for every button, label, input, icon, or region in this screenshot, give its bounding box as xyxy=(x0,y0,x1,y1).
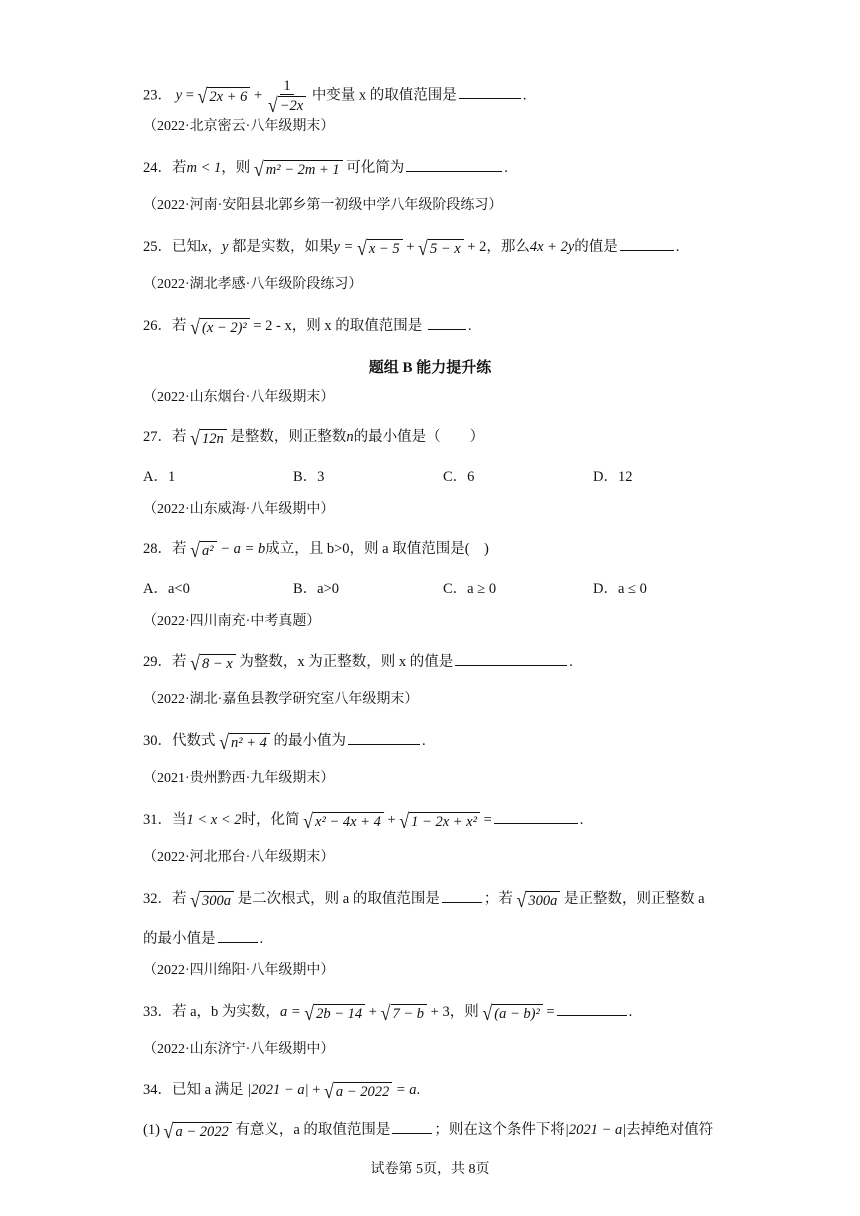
source-28: （2022·山东威海·八年级期中） xyxy=(143,502,335,517)
radical: √ 2x + 6 xyxy=(198,87,251,105)
answer-blank[interactable] xyxy=(494,809,578,824)
radical: √ a − 2022 xyxy=(164,1122,232,1140)
option-d[interactable]: D．a ≤ 0 xyxy=(593,581,647,597)
answer-blank[interactable] xyxy=(218,928,258,943)
radical: √ m² − 2m + 1 xyxy=(254,160,343,178)
question-29: 29．若 √ 8 − x 为整数，x 为正整数，则 x 的值是 . xyxy=(143,651,573,675)
page-footer: 试卷第 5页，共 8页 xyxy=(370,1162,490,1177)
source-27: （2022·山东烟台·八年级期末） xyxy=(143,390,335,405)
radical: √ 300a xyxy=(516,891,560,909)
source-23: （2022·北京密云·八年级期末） xyxy=(143,119,335,134)
radical: √ a² xyxy=(190,541,217,559)
radical: √ 7 − b xyxy=(381,1004,427,1022)
question-27: 27．若 √ 12n 是整数，则正整数n的最小值是（ ） xyxy=(143,426,485,450)
radical: √ n² + 4 xyxy=(219,733,270,751)
question-33: 33．若 a，b 为实数，a = √ 2b − 14 + √ 7 − b + 3，则 √ (a − b)² = . xyxy=(143,1001,633,1025)
question-34: 34．已知 a 满足 |2021 − a| + √ a − 2022 = a. xyxy=(143,1079,421,1103)
section-heading: 题组 B 能力提升练 xyxy=(368,360,492,376)
answer-blank[interactable] xyxy=(620,236,674,251)
question-34-part1: (1) √ a − 2022 有意义，a 的取值范围是 ；则在这个条件下将|2021 − a|去掉绝对值符 xyxy=(143,1119,714,1143)
question-24: 24．若m < 1，则 √ m² − 2m + 1 可化简为 . xyxy=(143,157,508,181)
option-d[interactable]: D．12 xyxy=(593,469,633,485)
question-30: 30．代数式 √ n² + 4 的最小值为 . xyxy=(143,730,426,754)
option-c[interactable]: C．6 xyxy=(443,469,475,485)
source-31: （2021·贵州黔西·九年级期末） xyxy=(143,771,335,786)
answer-blank[interactable] xyxy=(428,315,466,330)
option-b[interactable]: B．a>0 xyxy=(293,581,340,597)
source-30: （2022·湖北·嘉鱼县教学研究室八年级期末） xyxy=(143,692,419,707)
radical: √ x − 5 xyxy=(357,239,403,257)
answer-blank[interactable] xyxy=(442,888,482,903)
radical: √ 12n xyxy=(190,429,227,447)
question-31: 31．当1 < x < 2时，化简 √ x² − 4x + 4 + √ 1 − 2x + x² = . xyxy=(143,809,584,833)
radical: √ a − 2022 xyxy=(324,1082,392,1100)
source-25: （2022·湖北孝感·八年级阶段练习） xyxy=(143,277,363,292)
radical: √ x² − 4x + 4 xyxy=(303,812,384,830)
question-32-line2: 的最小值是 . xyxy=(143,928,263,949)
question-26: 26．若 √ (x − 2)² = 2 - x，则 x 的取值范围是 . xyxy=(143,315,472,339)
radical: √ 5 − x xyxy=(418,239,464,257)
radical: √ 1 − 2x + x² xyxy=(399,812,480,830)
option-b[interactable]: B．3 xyxy=(293,469,325,485)
source-29: （2022·四川南充·中考真题） xyxy=(143,614,321,629)
question-32: 32．若 √ 300a 是二次根式，则 a 的取值范围是 ；若 √ 300a 是正整数，则正整数 a xyxy=(143,888,705,912)
answer-blank[interactable] xyxy=(348,730,420,745)
radical: √ 2b − 14 xyxy=(304,1004,365,1022)
answer-blank[interactable] xyxy=(455,651,567,666)
question-23: 23． y = √ 2x + 6 + 1 √ −2x 中变量 x 的取值范围是 . xyxy=(143,78,527,117)
answer-blank[interactable] xyxy=(557,1001,627,1016)
option-c[interactable]: C．a ≥ 0 xyxy=(443,581,497,597)
option-a[interactable]: A．a<0 xyxy=(143,581,190,597)
radical: √ (a − b)² xyxy=(482,1004,542,1022)
answer-blank[interactable] xyxy=(459,84,521,99)
answer-blank[interactable] xyxy=(392,1119,432,1134)
radical: √ 8 − x xyxy=(190,654,236,672)
fraction: 1 √ −2x xyxy=(268,78,306,114)
source-33: （2022·四川绵阳·八年级期中） xyxy=(143,963,335,978)
source-32: （2022·河北邢台·八年级期末） xyxy=(143,850,335,865)
radical: √ (x − 2)² xyxy=(190,318,250,336)
answer-blank[interactable] xyxy=(406,157,502,172)
question-28: 28．若 √ a² − a = b成立，且 b>0，则 a 取值范围是( ) xyxy=(143,538,489,562)
source-24: （2022·河南·安阳县北郭乡第一初级中学八年级阶段练习） xyxy=(143,198,503,213)
option-a[interactable]: A．1 xyxy=(143,469,176,485)
source-34: （2022·山东济宁·八年级期中） xyxy=(143,1042,335,1057)
question-25: 25．已知x，y 都是实数，如果y = √ x − 5 + √ 5 − x + 2，那么4x + 2y的值是 . xyxy=(143,236,680,260)
radical: √ 300a xyxy=(190,891,234,909)
